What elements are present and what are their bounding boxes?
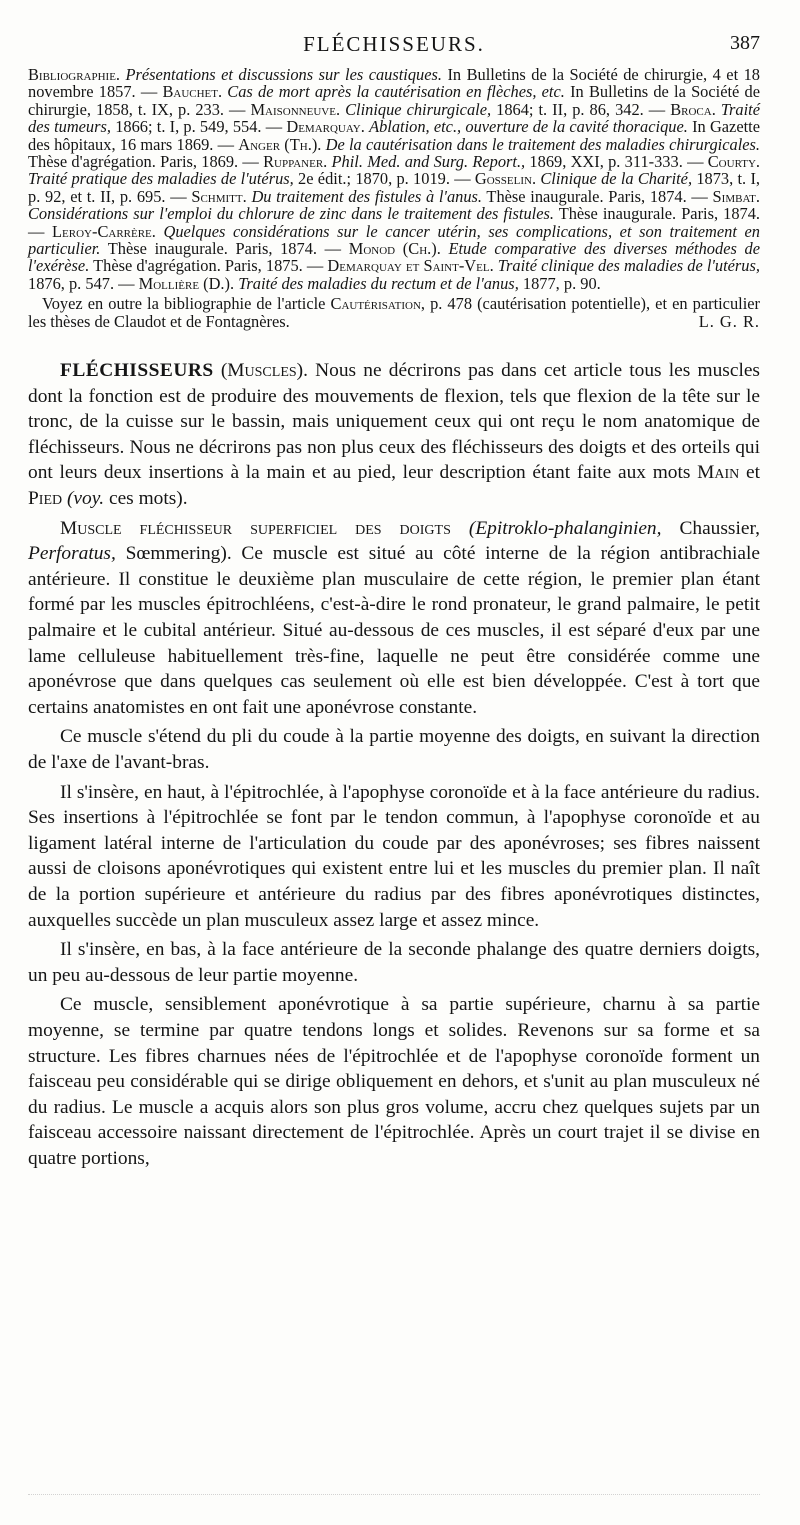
entry-title: Clinique de la Charité, xyxy=(540,169,693,189)
entry-details: 1873, t. I, p. 92, et t. II, p. 695. — xyxy=(28,169,760,206)
ref-joiner: et xyxy=(739,462,761,484)
article-headword: FLÉCHISSEURS xyxy=(60,360,214,382)
synonym-1: (Epitroklo-phalanginien, xyxy=(468,517,662,539)
entry-details: In Bulletins de la Société de chirurgie, 4 et 18 novembre 1857. — xyxy=(28,65,760,102)
entry-title: Ablation, etc., ouverture de la cavité thoracique. xyxy=(369,117,688,137)
entry-author: Mollière (D.). xyxy=(138,273,239,293)
entry-author: Monod (Ch.). xyxy=(348,239,449,259)
note-suffix: , p. 478 (cautérisation potentielle), et en particulier les thèses de Claudot et de Fontagnères. xyxy=(28,294,760,331)
entry-title: De la cautérisation dans le traitement des maladies chirurgicales. xyxy=(325,134,761,154)
ref-end: ces mots). xyxy=(104,488,188,510)
entry-title: Traité des maladies du rectum et de l'anus, xyxy=(238,273,519,293)
entry-details: 1877, p. 90. xyxy=(518,273,601,293)
entry-details: Thèse inaugurale. Paris, 1874. — xyxy=(28,204,760,241)
article-subject: (Muscles). xyxy=(220,360,308,382)
entry-author: Leroy-Carrère. xyxy=(52,221,164,241)
entry-author: Courty. xyxy=(707,152,761,172)
entry-details: Thèse inaugurale. Paris, 1874. — xyxy=(100,239,349,259)
bibliography-label: Bibliographie. xyxy=(28,65,121,84)
entry-title: Considérations sur l'emploi du chlorure de zinc dans le traitement des fistules. xyxy=(28,204,554,224)
bibliography-entry xyxy=(250,100,670,119)
article-intro xyxy=(28,358,760,512)
entry-author: Gosselin. xyxy=(474,169,541,189)
section-heading: Muscle fléchisseur superficiel des doigts xyxy=(60,517,451,539)
paragraph-4: Il s'insère, en haut, à l'épitrochlée, à l'apophyse coronoïde et à la face antérieure du radius. Ses insertions à l'épitrochlée se font par le tendon commun, à l'apophyse coronoïde et au ligament latéral interne de l'articulation du coude par des aponévroses; ses fibres naissent aussi de cloisons aponévrotiques qui existent entre lui et les muscles du premier plan. Il naît de la portion supérieure et antérieure du radius par des fibres aponévrotiques distinctes, auxquelles succède un plan musculeux assez large et assez mince. xyxy=(28,781,760,931)
bibliography-entry xyxy=(263,152,708,171)
entry-author: Schmitt. xyxy=(191,186,252,206)
bibliography-list xyxy=(28,65,760,293)
entry-details: Thèse d'agrégation. Paris, 1869. — xyxy=(28,152,264,172)
paragraph-6: Ce muscle, sensiblement aponévrotique à sa partie supérieure, charnu à sa partie moyenne, se termine par quatre tendons longs et solides. Revenons sur sa forme et sa structure. Les fibres charnues nées de l'épitrochlée et de l'apophyse coronoïde forment un faisceau peu considérable qui se dirige obliquement en dehors, et s'unit au plan musculeux né du radius. Le muscle a acquis alors son plus gros volume, accru chez quelques sujets par un faisceau accessoire naissant directement de l'épitrochlée. Après un court trajet il se divise en quatre portions, xyxy=(28,994,760,1169)
bibliography-block xyxy=(28,66,760,330)
entry-title: Etude comparative des diverses méthodes de l'exérèse. xyxy=(28,239,760,276)
entry-title: Clinique chirurgicale, xyxy=(345,99,492,119)
ref-pied: Pied xyxy=(28,488,63,510)
intro-text: Nous ne décrirons pas dans cet article tous les muscles dont la fonction est de produire des mouvements de flexion, tels que flexion de la tête sur le tronc, de la cuisse sur le bassin, mais uniquement ceux qui ont reçu le nom anatomique de fléchisseurs. Nous ne décrirons pas non plus ceux des fléchisseurs des doigts et des orteils qui ont leurs deux insertions à la main et au pied, leur description étant faite aux mots xyxy=(28,360,760,484)
page-header xyxy=(28,30,760,58)
bibliography-entry xyxy=(191,187,712,206)
author-signature: L. G. R. xyxy=(698,311,760,331)
entry-details: Thèse inaugurale. Paris, 1874. — xyxy=(482,186,713,206)
ref-main: Main xyxy=(697,462,740,484)
section-paragraph-1 xyxy=(28,516,760,721)
synonym-2-author: Sœmmering). xyxy=(115,543,232,565)
synonym-1-author: Chaussier, xyxy=(661,517,760,539)
entry-details: 1866; t. I, p. 549, 554. — xyxy=(110,117,287,137)
page-bottom-rule xyxy=(28,1494,760,1495)
entry-author: Demarquay et Saint-Vel. xyxy=(327,256,498,276)
entry-details: Thèse d'agrégation. Paris, 1875. — xyxy=(89,256,328,276)
ref-voy: (voy. xyxy=(66,488,105,510)
entry-title: Phil. Med. and Surg. Report., xyxy=(331,152,526,172)
running-title: FLÉCHISSEURS. xyxy=(303,32,485,56)
bibliography-entry xyxy=(139,274,601,293)
entry-title: Traité pratique des maladies de l'utérus, xyxy=(28,169,294,189)
entry-details: 2e édit.; 1870, p. 1019. — xyxy=(293,169,475,189)
entry-title: Quelques considérations sur le cancer utérin, ses complications, et son traitement en particulier. xyxy=(28,221,760,259)
paragraph-5: Il s'insère, en bas, à la face antérieure de la seconde phalange des quatre derniers doigts, un peu au-dessous de leur partie moyenne. xyxy=(28,939,760,986)
entry-title: Traité clinique des maladies de l'utérus, xyxy=(497,256,760,276)
synonym-2: Perforatus, xyxy=(28,543,116,565)
entry-author: Maisonneuve. xyxy=(250,99,346,119)
entry-author: Simbat. xyxy=(712,186,760,206)
entry-details: 1869, XXI, p. 311-333. — xyxy=(525,152,708,172)
entry-title: Traité des tumeurs, xyxy=(28,99,761,137)
entry-author: Anger (Th.). xyxy=(238,134,326,154)
entry-author: Bauchet. xyxy=(162,82,228,102)
bibliography-entries xyxy=(28,66,760,292)
entry-author: Ruppaner. xyxy=(263,152,332,172)
paragraph-2-text: Ce muscle est situé au côté interne de la région antibrachiale antérieure. Il constitue le deuxième plan musculaire de cette région, le premier plan étant formé par les muscles épitrochléens, c'est-à-dire le rond pronateur, le grand palmaire, le petit palmaire et le cubital antérieur. Situé au-dessous de ces muscles, il est séparé d'eux par une lame celluleuse habituellement très-fine, laquelle ne peut être considérée comme une aponévrose que dans quelques cas seulement où elle est bien développée. C'est à tort que certains anatomistes en ont fait une aponévrose constante. xyxy=(28,543,760,718)
entry-details: 1864; t. II, p. 86, 342. — xyxy=(491,99,671,119)
entry-title: Cas de mort après la cautérisation en flèches, etc. xyxy=(227,82,565,102)
entry-author: Demarquay. xyxy=(286,117,370,137)
article-body xyxy=(28,358,760,1171)
entry-details: In Gazette des hôpitaux, 16 mars 1869. — xyxy=(28,117,760,154)
entry-author: Broca. xyxy=(670,99,721,119)
entry-details: In Bulletins de la Société de chirurgie, 1858, t. IX, p. 233. — xyxy=(28,82,760,119)
entry-title: Du traitement des fistules à l'anus. xyxy=(251,186,483,206)
page-number: 387 xyxy=(730,32,760,54)
entry-details: 1876, p. 547. — xyxy=(28,273,139,293)
note-prefix: Voyez en outre la bibliographie de l'article xyxy=(42,294,331,314)
paragraph-3: Ce muscle s'étend du pli du coude à la partie moyenne des doigts, en suivant la direction de l'axe de l'avant-bras. xyxy=(28,726,760,773)
entry-title: Présentations et discussions sur les caustiques. xyxy=(125,65,442,84)
bibliography-note xyxy=(28,295,760,330)
note-ref: Cautérisation xyxy=(330,294,421,314)
